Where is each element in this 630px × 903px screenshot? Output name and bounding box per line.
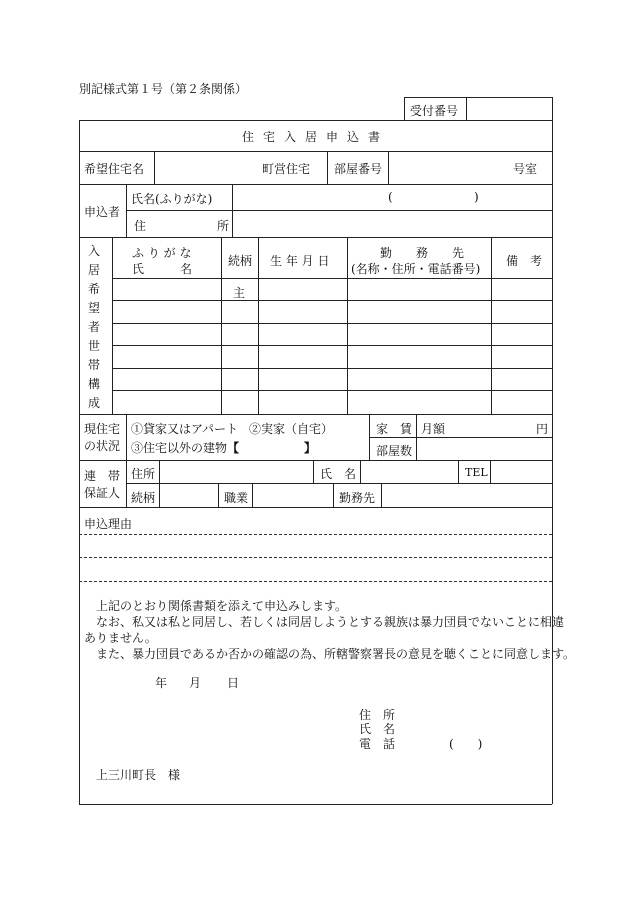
reason-dashed-line bbox=[79, 534, 552, 535]
bracket-open: 【 bbox=[227, 441, 240, 455]
col-line bbox=[333, 483, 334, 507]
address-label-2: 所 bbox=[217, 219, 230, 233]
applicant-label: 申込者 bbox=[84, 205, 121, 219]
reason-dashed-line bbox=[79, 557, 552, 558]
guarantor-tel-field[interactable] bbox=[491, 461, 551, 482]
guarantor-workplace-field[interactable] bbox=[382, 484, 551, 506]
housing-name-field[interactable] bbox=[155, 152, 257, 183]
row-line bbox=[79, 460, 552, 461]
guarantor-relation-label: 続柄 bbox=[131, 491, 156, 505]
current-label-1: 現住宅 bbox=[84, 422, 121, 436]
option-rental[interactable]: ①貸家又はアパート bbox=[131, 422, 239, 436]
col-line bbox=[327, 151, 328, 184]
row-line bbox=[112, 278, 552, 279]
row-line bbox=[112, 390, 552, 391]
form-number: 別記様式第１号（第２条関係） bbox=[79, 82, 248, 96]
housing-label: 希望住宅名 bbox=[84, 162, 145, 176]
addressee: 上三川町長 様 bbox=[96, 768, 181, 782]
row-line bbox=[79, 237, 552, 238]
room-number-field[interactable] bbox=[389, 152, 509, 183]
applicant-name-label: 氏名(ふりがな) bbox=[131, 192, 213, 206]
col-furigana: ふ り が な bbox=[132, 246, 192, 260]
col-line bbox=[313, 460, 314, 483]
col-name: 氏 名 bbox=[132, 262, 193, 276]
rent-label: 家 賃 bbox=[376, 422, 413, 436]
side-char: 成 bbox=[87, 396, 100, 410]
rooms-label: 部屋数 bbox=[376, 444, 413, 458]
form-border-top bbox=[79, 120, 552, 121]
monthly-label: 月額 bbox=[421, 422, 446, 436]
col-line bbox=[221, 237, 222, 414]
signature-phone-label: 電 話 bbox=[359, 737, 396, 751]
receipt-box-left bbox=[404, 97, 405, 120]
row-line bbox=[79, 507, 552, 508]
col-line bbox=[347, 237, 348, 414]
declaration-line-1: 上記のとおり関係書類を添えて申込みします。 bbox=[96, 599, 348, 613]
side-char: 帯 bbox=[87, 358, 100, 372]
side-char: 望 bbox=[87, 301, 100, 315]
col-line bbox=[458, 460, 459, 483]
col-work-title: 勤 務 先 bbox=[380, 246, 465, 260]
guarantor-address-field[interactable] bbox=[160, 461, 312, 482]
signature-name-label: 氏 名 bbox=[359, 722, 396, 736]
tel-label: TEL bbox=[465, 466, 488, 479]
guarantor-job-label: 職業 bbox=[224, 491, 249, 505]
guarantor-name-field[interactable] bbox=[361, 461, 457, 482]
col-line bbox=[126, 414, 127, 460]
col-work-sub: (名称・住所・電話番号) bbox=[351, 262, 481, 276]
guarantor-label-1: 連 帯 bbox=[84, 469, 121, 483]
side-char: 希 bbox=[87, 282, 100, 296]
town-housing-label: 町営住宅 bbox=[262, 162, 311, 176]
reason-label: 申込理由 bbox=[84, 517, 133, 531]
row-line bbox=[112, 323, 552, 324]
receipt-label: 受付番号 bbox=[410, 104, 459, 118]
col-remarks: 備 考 bbox=[506, 254, 543, 268]
head-relation: 主 bbox=[233, 286, 246, 300]
bracket-close: 】 bbox=[304, 441, 317, 455]
room-number-label: 部屋番号 bbox=[334, 162, 383, 176]
paren-close: ) bbox=[474, 190, 479, 204]
form-border-bottom bbox=[79, 804, 552, 805]
option-non-residential[interactable]: ③住宅以外の建物 bbox=[131, 441, 228, 455]
col-birth: 生 年 月 日 bbox=[270, 254, 330, 268]
paren-open: ( bbox=[388, 190, 393, 204]
date-month: 月 bbox=[189, 676, 202, 690]
yen-label: 円 bbox=[536, 422, 549, 436]
guarantor-job-field[interactable] bbox=[253, 484, 332, 506]
side-char: 構 bbox=[87, 377, 100, 391]
option-family-home[interactable]: ②実家（自宅） bbox=[249, 422, 334, 436]
declaration-line-3: また、暴力団員であるか否かの確認の為、所轄警察署長の意見を聴くことに同意します。 bbox=[96, 647, 576, 661]
guarantor-relation-field[interactable] bbox=[160, 484, 217, 506]
side-char: 入 bbox=[87, 244, 100, 258]
address-label-1: 住 bbox=[134, 219, 147, 233]
side-char: 者 bbox=[87, 320, 100, 334]
receipt-box-right bbox=[552, 97, 553, 120]
signature-phone-paren: ( ) bbox=[449, 737, 483, 751]
col-line bbox=[218, 483, 219, 507]
rent-field[interactable] bbox=[450, 415, 530, 435]
form-border-right bbox=[552, 120, 553, 804]
room-suffix: 号室 bbox=[513, 162, 538, 176]
household-side-label bbox=[84, 242, 104, 413]
guarantor-label-2: 保証人 bbox=[84, 486, 121, 500]
applicant-address-field[interactable] bbox=[233, 211, 551, 236]
side-char: 居 bbox=[87, 263, 100, 277]
form-title: 住宅入居申込書 bbox=[241, 130, 389, 144]
rooms-field[interactable] bbox=[417, 438, 551, 459]
receipt-number-field[interactable] bbox=[467, 98, 551, 119]
side-char: 世 bbox=[87, 339, 100, 353]
col-relation: 続柄 bbox=[228, 254, 253, 268]
row-line bbox=[112, 368, 552, 369]
declaration-line-2b: ありません。 bbox=[84, 631, 157, 645]
col-line bbox=[258, 237, 259, 414]
date-year: 年 bbox=[155, 676, 168, 690]
signature-address-label: 住 所 bbox=[359, 708, 396, 722]
building-type-field[interactable] bbox=[241, 439, 303, 454]
guarantor-name-label: 氏 名 bbox=[320, 467, 357, 481]
current-label-2: の状況 bbox=[84, 439, 121, 453]
date-day: 日 bbox=[227, 676, 240, 690]
row-line bbox=[112, 300, 552, 301]
col-line bbox=[112, 237, 113, 414]
form-border-left bbox=[79, 120, 80, 804]
reason-dashed-line bbox=[79, 581, 552, 582]
row-line bbox=[112, 345, 552, 346]
col-line bbox=[491, 237, 492, 414]
guarantor-workplace-label: 勤務先 bbox=[339, 491, 376, 505]
guarantor-address-label: 住所 bbox=[131, 467, 156, 481]
declaration-line-2a: なお、私又は私と同居し、若しくは同居しようとする親族は暴力団員でないことに相違 bbox=[96, 615, 565, 629]
